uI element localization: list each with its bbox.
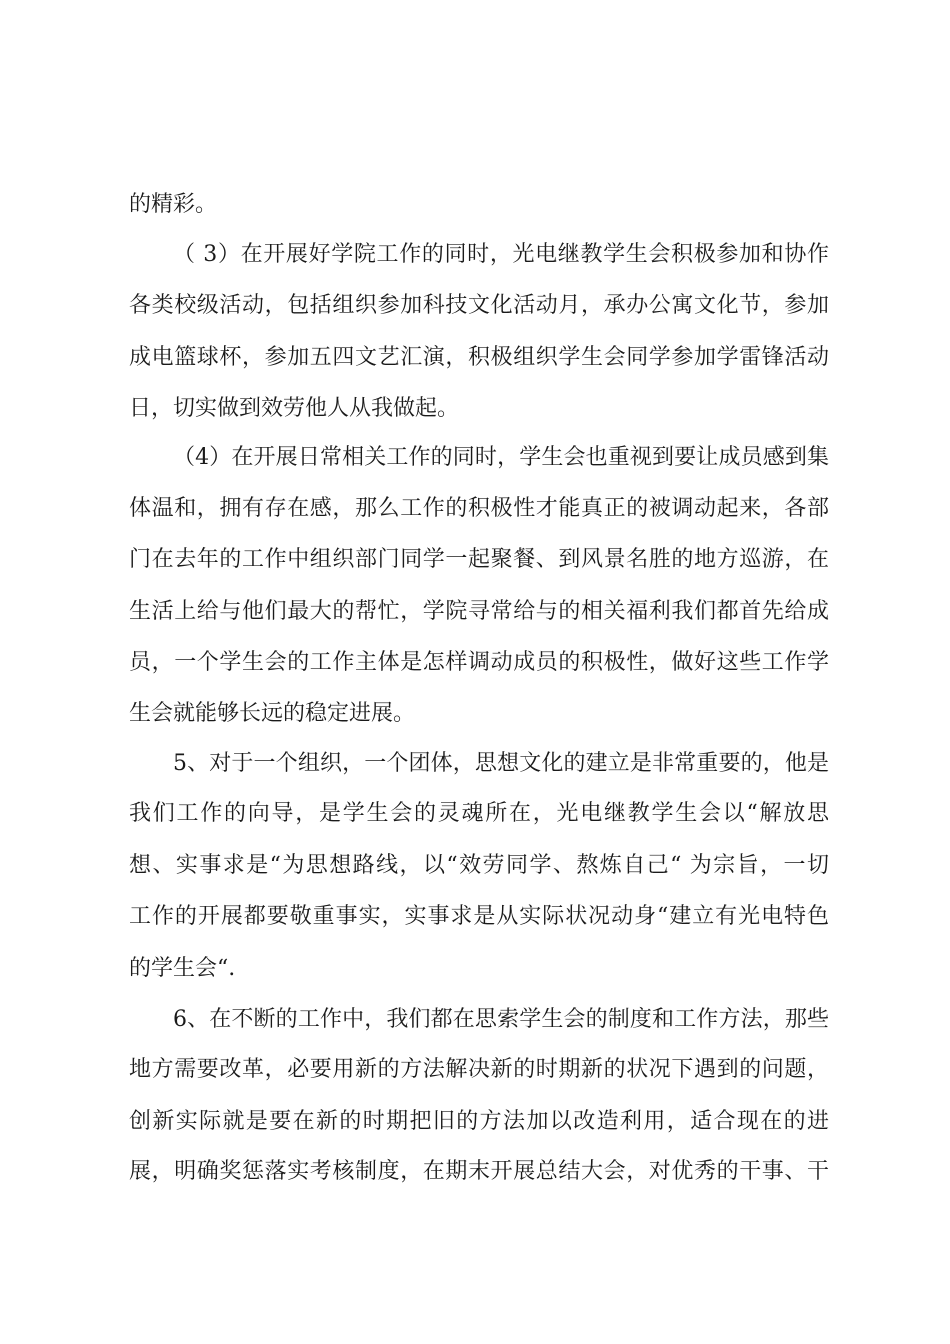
text-line: 想、实事求是“为思想路线，以“效劳同学、熬炼自己“ 为宗旨，一切 [129,853,829,878]
text-line: 展，明确奖惩落实考核制度，在期末开展总结大会，对优秀的干事、干 [129,1159,829,1184]
text-line: 创新实际就是要在新的时期把旧的方法加以改造利用，适合现在的进 [129,1109,829,1134]
text-line: （4）在开展日常相关工作的同时，学生会也重视到要让成员感到集 [173,445,829,470]
text-line: 6、在不断的工作中，我们都在思索学生会的制度和工作方法，那些 [173,1007,829,1032]
text-line: 5、对于一个组织，一个团体，思想文化的建立是非常重要的，他是 [173,751,829,776]
text-line: 体温和，拥有存在感，那么工作的积极性才能真正的被调动起来，各部 [129,496,829,521]
text-line: 各类校级活动，包括组织参加科技文化活动月，承办公寓文化节，参加 [129,293,829,318]
text-line: 生活上给与他们最大的帮忙，学院寻常给与的相关福利我们都首先给成 [129,599,829,624]
text-line: 工作的开展都要敬重事实，实事求是从实际状况动身“建立有光电特色 [129,904,829,929]
text-line: 地方需要改革，必要用新的方法解决新的时期新的状况下遇到的问题， [129,1057,829,1082]
text-line: 日，切实做到效劳他人从我做起。 [129,396,460,421]
text-line: 生会就能够长远的稳定进展。 [129,701,416,726]
text-line: 的学生会“. [129,956,236,981]
text-line: （ 3）在开展好学院工作的同时，光电继教学生会积极参加和协作 [173,242,829,267]
text-line: 门在去年的工作中组织部门同学一起聚餐、到风景名胜的地方巡游，在 [129,547,829,572]
text-line: 成电篮球杯，参加五四文艺汇演，积极组织学生会同学参加学雷锋活动 [129,345,829,370]
text-line: 的精彩。 [129,192,218,217]
text-line: 我们工作的向导，是学生会的灵魂所在，光电继教学生会以“解放思 [129,801,829,826]
text-line: 员，一个学生会的工作主体是怎样调动成员的积极性，做好这些工作学 [129,650,829,675]
